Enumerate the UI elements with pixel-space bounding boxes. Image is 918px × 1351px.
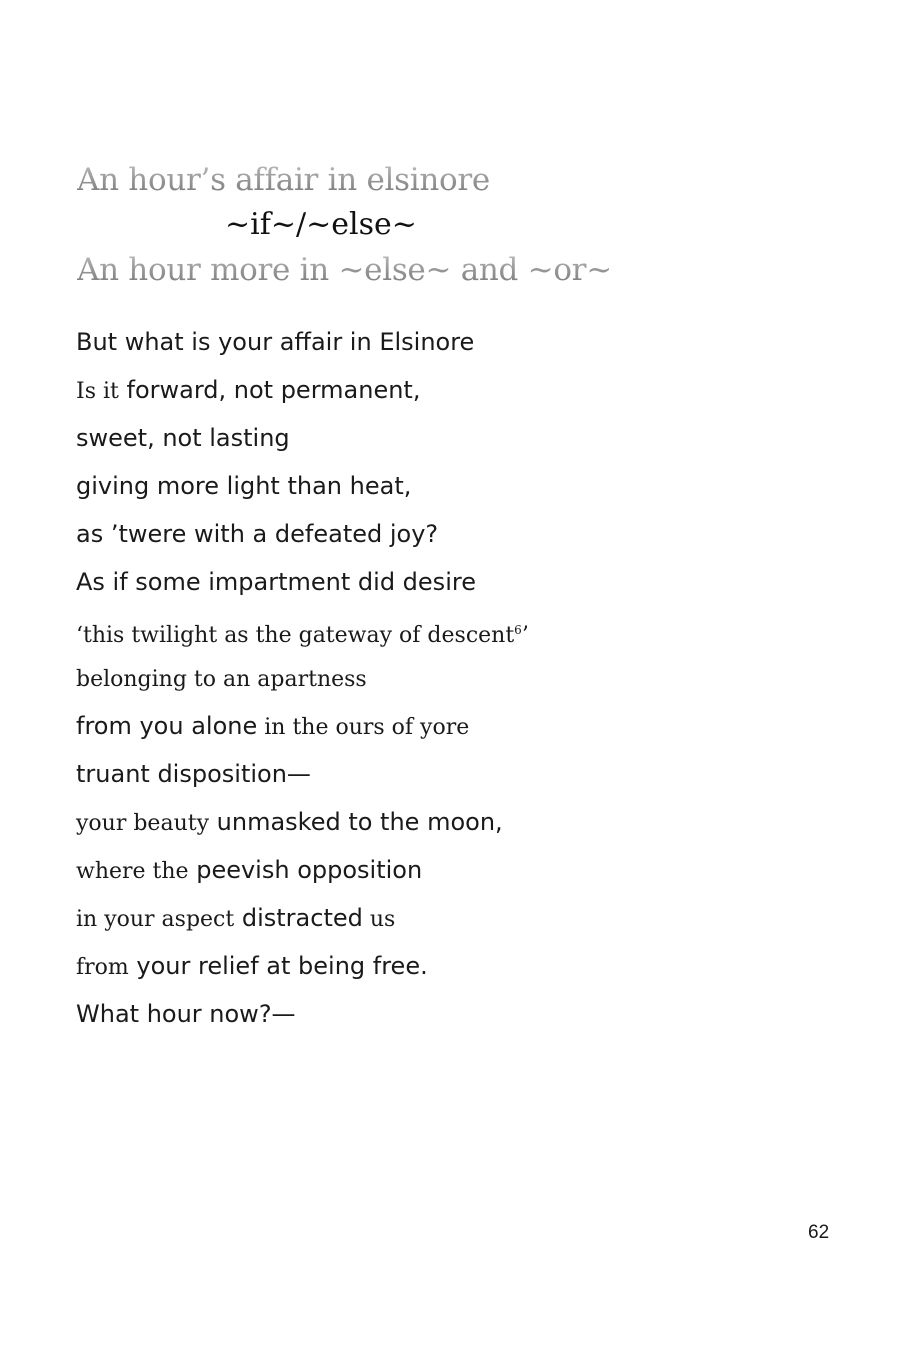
verse-fragment: your beauty [76, 811, 210, 836]
verse-fragment: distracted [234, 904, 363, 932]
verse-fragment: Is it [76, 379, 119, 404]
verse-line-2 [76, 366, 836, 414]
verse-line-11 [76, 798, 836, 846]
verse-fragment: belonging to an apartness [76, 667, 367, 692]
verse-line-5: as ’twere with a defeated joy? [76, 520, 439, 548]
verse-line-15: What hour now?— [76, 1000, 296, 1028]
verse-fragment: unmasked to the moon, [209, 808, 503, 836]
verse-fragment: in your aspect [76, 907, 235, 932]
verse-line-14 [76, 942, 836, 990]
verse-fragment: peevish opposition [188, 856, 423, 884]
poem-body [76, 318, 836, 1038]
title-line-1: An hour’s affair in elsinore [77, 158, 837, 202]
verse-fragment: forward, not permanent, [118, 376, 421, 404]
verse-fragment: where the [76, 859, 189, 884]
verse-fragment: from [76, 955, 129, 980]
verse-line-4: giving more light than heat, [76, 472, 412, 500]
footnote-marker: 6 [514, 623, 522, 637]
verse-fragment: your relief at being free. [128, 952, 428, 980]
verse-line-6: As if some impartment did desire [76, 568, 476, 596]
verse-line-1: But what is your affair in Elsinore [76, 328, 475, 356]
verse-line-3: sweet, not lasting [76, 424, 290, 452]
verse-fragment: ‘this twilight as the gateway of descent [76, 623, 515, 648]
title-line-3: An hour more in ~else~ and ~or~ [77, 248, 837, 292]
title-line-2: ~if~/~else~ [225, 207, 417, 242]
verse-line-9 [76, 702, 836, 750]
title-block [77, 158, 837, 292]
verse-fragment: from you alone [76, 712, 258, 740]
verse-line-13 [76, 894, 836, 942]
page-number: 62 [808, 1222, 830, 1243]
verse-line-8 [76, 654, 836, 702]
verse-line-10: truant disposition— [76, 760, 311, 788]
verse-fragment: ’ [521, 623, 529, 648]
verse-line-7 [76, 606, 836, 654]
verse-fragment: us [362, 907, 396, 932]
verse-fragment: in the ours of yore [257, 715, 470, 740]
verse-line-12 [76, 846, 836, 894]
